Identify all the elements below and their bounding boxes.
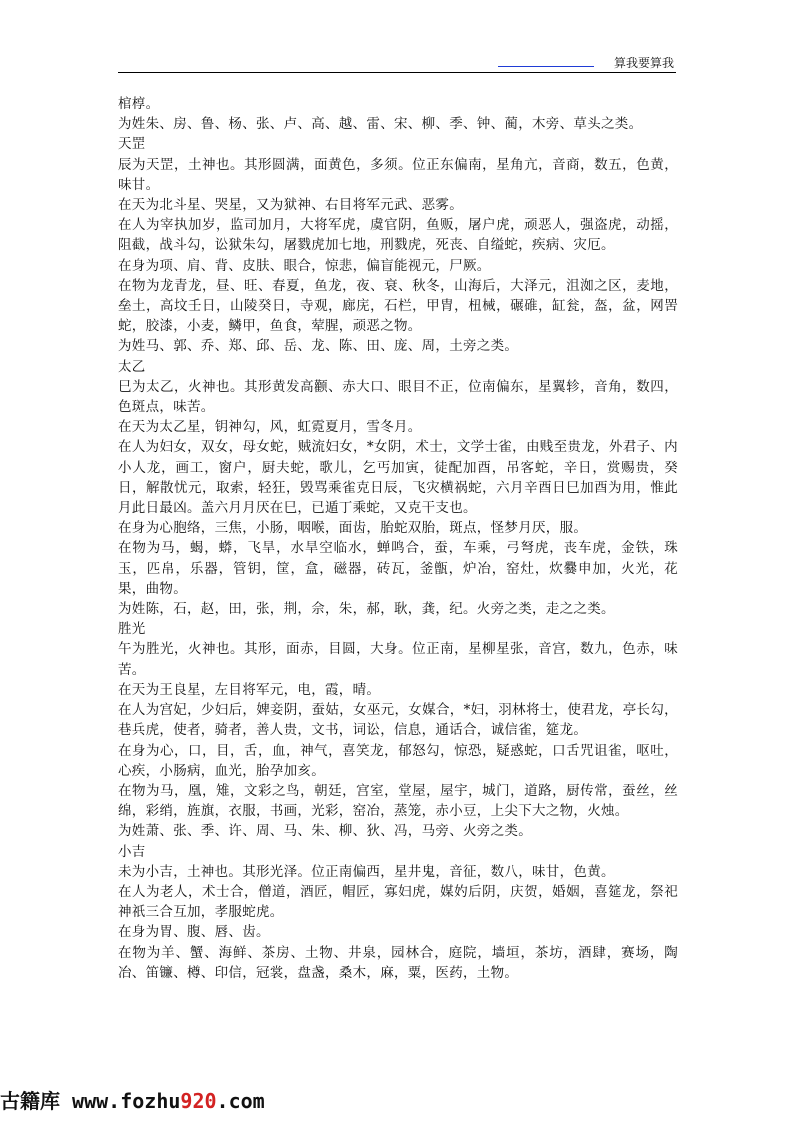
- paragraph: 辰为天罡，土神也。其形圆满，面黄色，多须。位正东偏南，星角亢，音商，数五，色黄，味甘。: [118, 156, 678, 193]
- header-title: 算我要算我: [613, 56, 674, 70]
- paragraph: 在物为马，蝎，蟒，飞旱，水旱空临水，蝉鸣合，蚕，车乘，弓弩虎，丧车虎，金铁，珠玉，匹帛，乐器，管钥，筐，盒，磁器，砖瓦，釜甑，炉冶，窑灶，炊爨申加，火光，花果，曲物。: [118, 540, 678, 597]
- paragraph: 午为胜光，火神也。其形，面赤，目圆，大身。位正南，星柳星张，音宫，数九，色赤，味苦。: [118, 641, 678, 678]
- paragraph: 在身为项、肩、背、皮肤、眼合，惊悲，偏盲能视元，尸厥。: [118, 257, 491, 274]
- footer-site-prefix: www.fozhu: [60, 1089, 181, 1113]
- page-header: [118, 50, 676, 73]
- paragraph: 在人为宫妃，少妇后，婢妾阴，蚕姑，女巫元，女媒合，*妇，羽林将士，使君龙，亭长勾，巷兵虎，使者，骑者，善人贵，文书，词讼，信息，通话合，诚信雀，筵龙。: [118, 702, 678, 739]
- paragraph: 在天为太乙星，钥神勾，风，虹霓夏月，雪冬月。: [118, 419, 422, 436]
- paragraph: 未为小吉，土神也。其形光泽。位正南偏西，星井鬼，音征，数八，味甘，色黄。: [118, 863, 615, 880]
- paragraph: 在物为羊、蟹、海鲜、茶房、土物、井泉，园林合，庭院，墙垣，茶坊，酒肆，赛场，陶冶、笛镰、樽、印信，冠裳，盘盏，桑木，麻，粟，医药，土物。: [118, 944, 678, 981]
- document-body: [118, 94, 678, 983]
- footer-site-number: 920: [180, 1089, 217, 1113]
- paragraph: 为姓陈，石，赵，田，张，荆，佘，朱，郝，耿，龚，纪。火旁之类，走之之类。: [118, 601, 615, 618]
- paragraph: 在身为心，口，目，舌，血，神气，喜笑龙，郁怒勾，惊恐，疑惑蛇，口舌咒诅雀，呕吐，心疾，小肠病，血光，胎孕加亥。: [118, 742, 678, 779]
- paragraph: 为姓马、郭、乔、郑、邱、岳、龙、陈、田、庞、周，土旁之类。: [118, 338, 519, 355]
- paragraph: 在人为宰执加岁，监司加月，大将军虎，虞官阴，鱼贩，屠户虎，顽恶人，强盗虎，动摇，阻截，战斗勾，讼狱朱勾，屠戮虎加七地，刑戮虎，死丧、自缢蛇，疾病、灾厄。: [118, 217, 678, 254]
- header-link-underline[interactable]: [498, 66, 594, 67]
- footer-watermark: [0, 1086, 300, 1116]
- paragraph: 在物为龙青龙，昼、旺、春夏，鱼龙，夜、衰、秋冬，山海后，大泽元，沮洳之区，麦地，垒土，高坟壬日，山陵癸日，寺观，廊庑，石栏，甲胄，杻械，碾碓，缸瓮，盔，盆，网罟蛇，胶漆，小麦，鳞甲，鱼食，荤腥，顽恶之物。: [118, 277, 678, 335]
- paragraph: 为姓萧、张、季、许、周、马、朱、柳、狄、冯，马旁、火旁之类。: [118, 823, 532, 840]
- paragraph: 棺椁。: [118, 96, 160, 112]
- paragraph: 在天为王良星，左目将军元，电，霞，晴。: [118, 681, 381, 698]
- footer-site-suffix: .com: [216, 1089, 265, 1113]
- paragraph: 巳为太乙，火神也。其形黄发高颧、赤大口、眼目不正，位南偏东，星翼轸，音角，数四，色斑点，味苦。: [118, 378, 678, 416]
- paragraph: 在身为胃、腹、唇、齿。: [118, 924, 270, 941]
- paragraph: 在人为妇女，双女，母女蛇，贼流妇女，*女阴，术士，文学士雀，由贱至贵龙，外君子、内小人龙，画工，窗户，厨夫蛇，歌儿，乞丐加寅，徒配加酉，吊客蛇，辛日，赏赐贵，癸日，解散忧元，取索，轻狂，毁骂乘雀克日辰，飞灾横祸蛇，六月辛酉日巳加酉为用，惟此月此日最凶。盖六月月厌在巳，已遁丁乘蛇，又克干支也。: [118, 439, 678, 517]
- paragraph: 在身为心胞络，三焦，小肠，咽喉，面齿，胎蛇双胎，斑点，怪梦月厌，服。: [118, 520, 588, 537]
- paragraph: 太乙: [118, 358, 146, 375]
- paragraph: 在人为老人，术士合，僧道，酒匠，帽匠，寡妇虎，媒妁后阴，庆贺，婚姻，喜筵龙，祭祀神祇三合互加，孝服蛇虎。: [118, 883, 678, 921]
- paragraph: 为姓朱、房、鲁、杨、张、卢、高、越、雷、宋、柳、季、钟、蔺，木旁、草头之类。: [118, 116, 643, 133]
- paragraph: 胜光: [118, 621, 146, 638]
- paragraph: 小吉: [118, 843, 146, 860]
- footer-brand: 古籍库: [0, 1089, 60, 1113]
- paragraph: 天罡: [118, 136, 146, 153]
- paragraph: 在物为马，凰，雉，文彩之鸟，朝廷，宫室，堂屋，屋宇，城门，道路，厨传常，蚕丝，丝绵，彩绡，旌旗，衣服，书画，光彩，窑冶，蒸笼，赤小豆，上尖下大之物，火烛。: [118, 782, 678, 820]
- paragraph: 在天为北斗星、哭星，又为狱神、右目将军元武、恶雾。: [118, 197, 463, 214]
